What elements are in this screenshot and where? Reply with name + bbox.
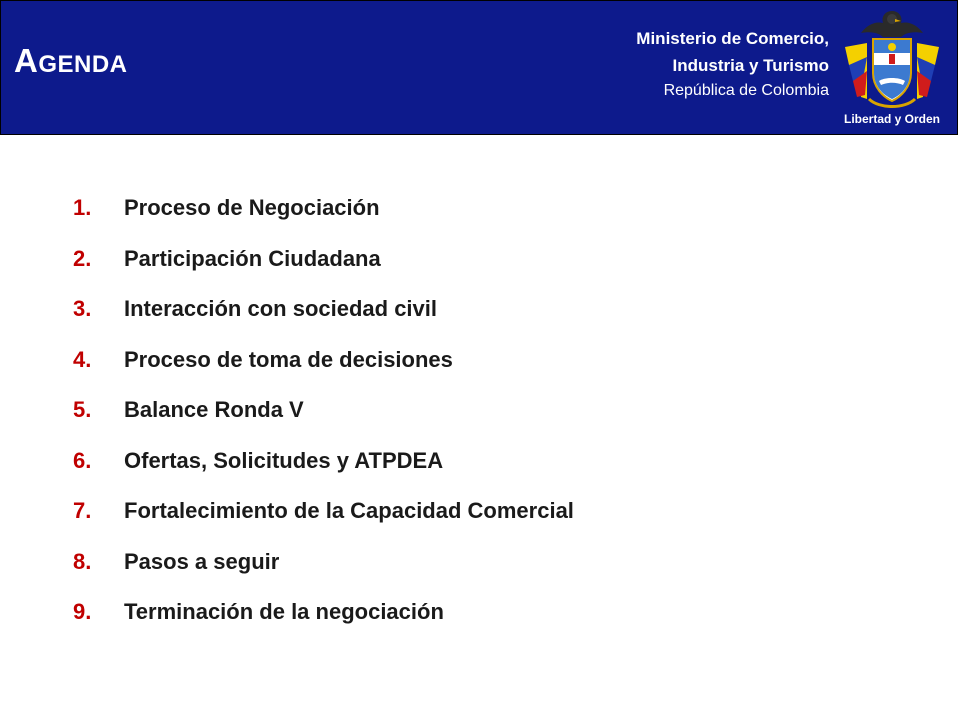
agenda-item-text: Proceso de Negociación bbox=[124, 195, 380, 221]
agenda-item-text: Proceso de toma de decisiones bbox=[124, 346, 453, 372]
page-title-initial: A bbox=[14, 42, 39, 79]
agenda-item bbox=[73, 234, 574, 285]
agenda-item-text: Ofertas, Solicitudes y ATPDEA bbox=[124, 447, 444, 473]
agenda-item-text: Pasos a seguir bbox=[124, 548, 280, 574]
agenda-item-text: Participación Ciudadana bbox=[124, 245, 381, 271]
header-banner bbox=[0, 0, 958, 135]
colombia-coat-of-arms-icon bbox=[839, 7, 945, 129]
agenda-item-number: 7. bbox=[73, 498, 92, 524]
agenda-list bbox=[73, 183, 574, 638]
emblem-motto: Libertad y Orden bbox=[843, 112, 941, 126]
agenda-item-text: Fortalecimiento de la Capacidad Comercial bbox=[124, 498, 574, 524]
agenda-item-text: Interacción con sociedad civil bbox=[124, 296, 437, 322]
ministry-line-1: Ministerio de Comercio, bbox=[636, 29, 829, 48]
agenda-item bbox=[73, 587, 574, 638]
agenda-item bbox=[73, 183, 574, 234]
agenda-item bbox=[73, 385, 574, 436]
agenda-item-number: 6. bbox=[73, 447, 92, 473]
agenda-item-number: 9. bbox=[73, 599, 92, 625]
page-title-rest: GENDA bbox=[38, 51, 128, 78]
agenda-item-number: 1. bbox=[73, 195, 92, 221]
ministry-line-2: Industria y Turismo bbox=[672, 56, 829, 75]
agenda-item-text: Balance Ronda V bbox=[124, 397, 304, 423]
agenda-item-number: 8. bbox=[73, 548, 92, 574]
agenda-item bbox=[73, 537, 574, 588]
agenda-item bbox=[73, 486, 574, 537]
agenda-item-number: 5. bbox=[73, 397, 92, 423]
page-title bbox=[14, 41, 128, 85]
agenda-item bbox=[73, 284, 574, 335]
ministry-line-3: República de Colombia bbox=[663, 82, 829, 99]
agenda-item bbox=[73, 335, 574, 386]
agenda-item bbox=[73, 436, 574, 487]
agenda-item-number: 4. bbox=[73, 346, 92, 372]
agenda-item-text: Terminación de la negociación bbox=[124, 599, 444, 625]
agenda-item-number: 3. bbox=[73, 296, 92, 322]
ministry-name bbox=[636, 25, 829, 103]
agenda-item-number: 2. bbox=[73, 245, 92, 271]
